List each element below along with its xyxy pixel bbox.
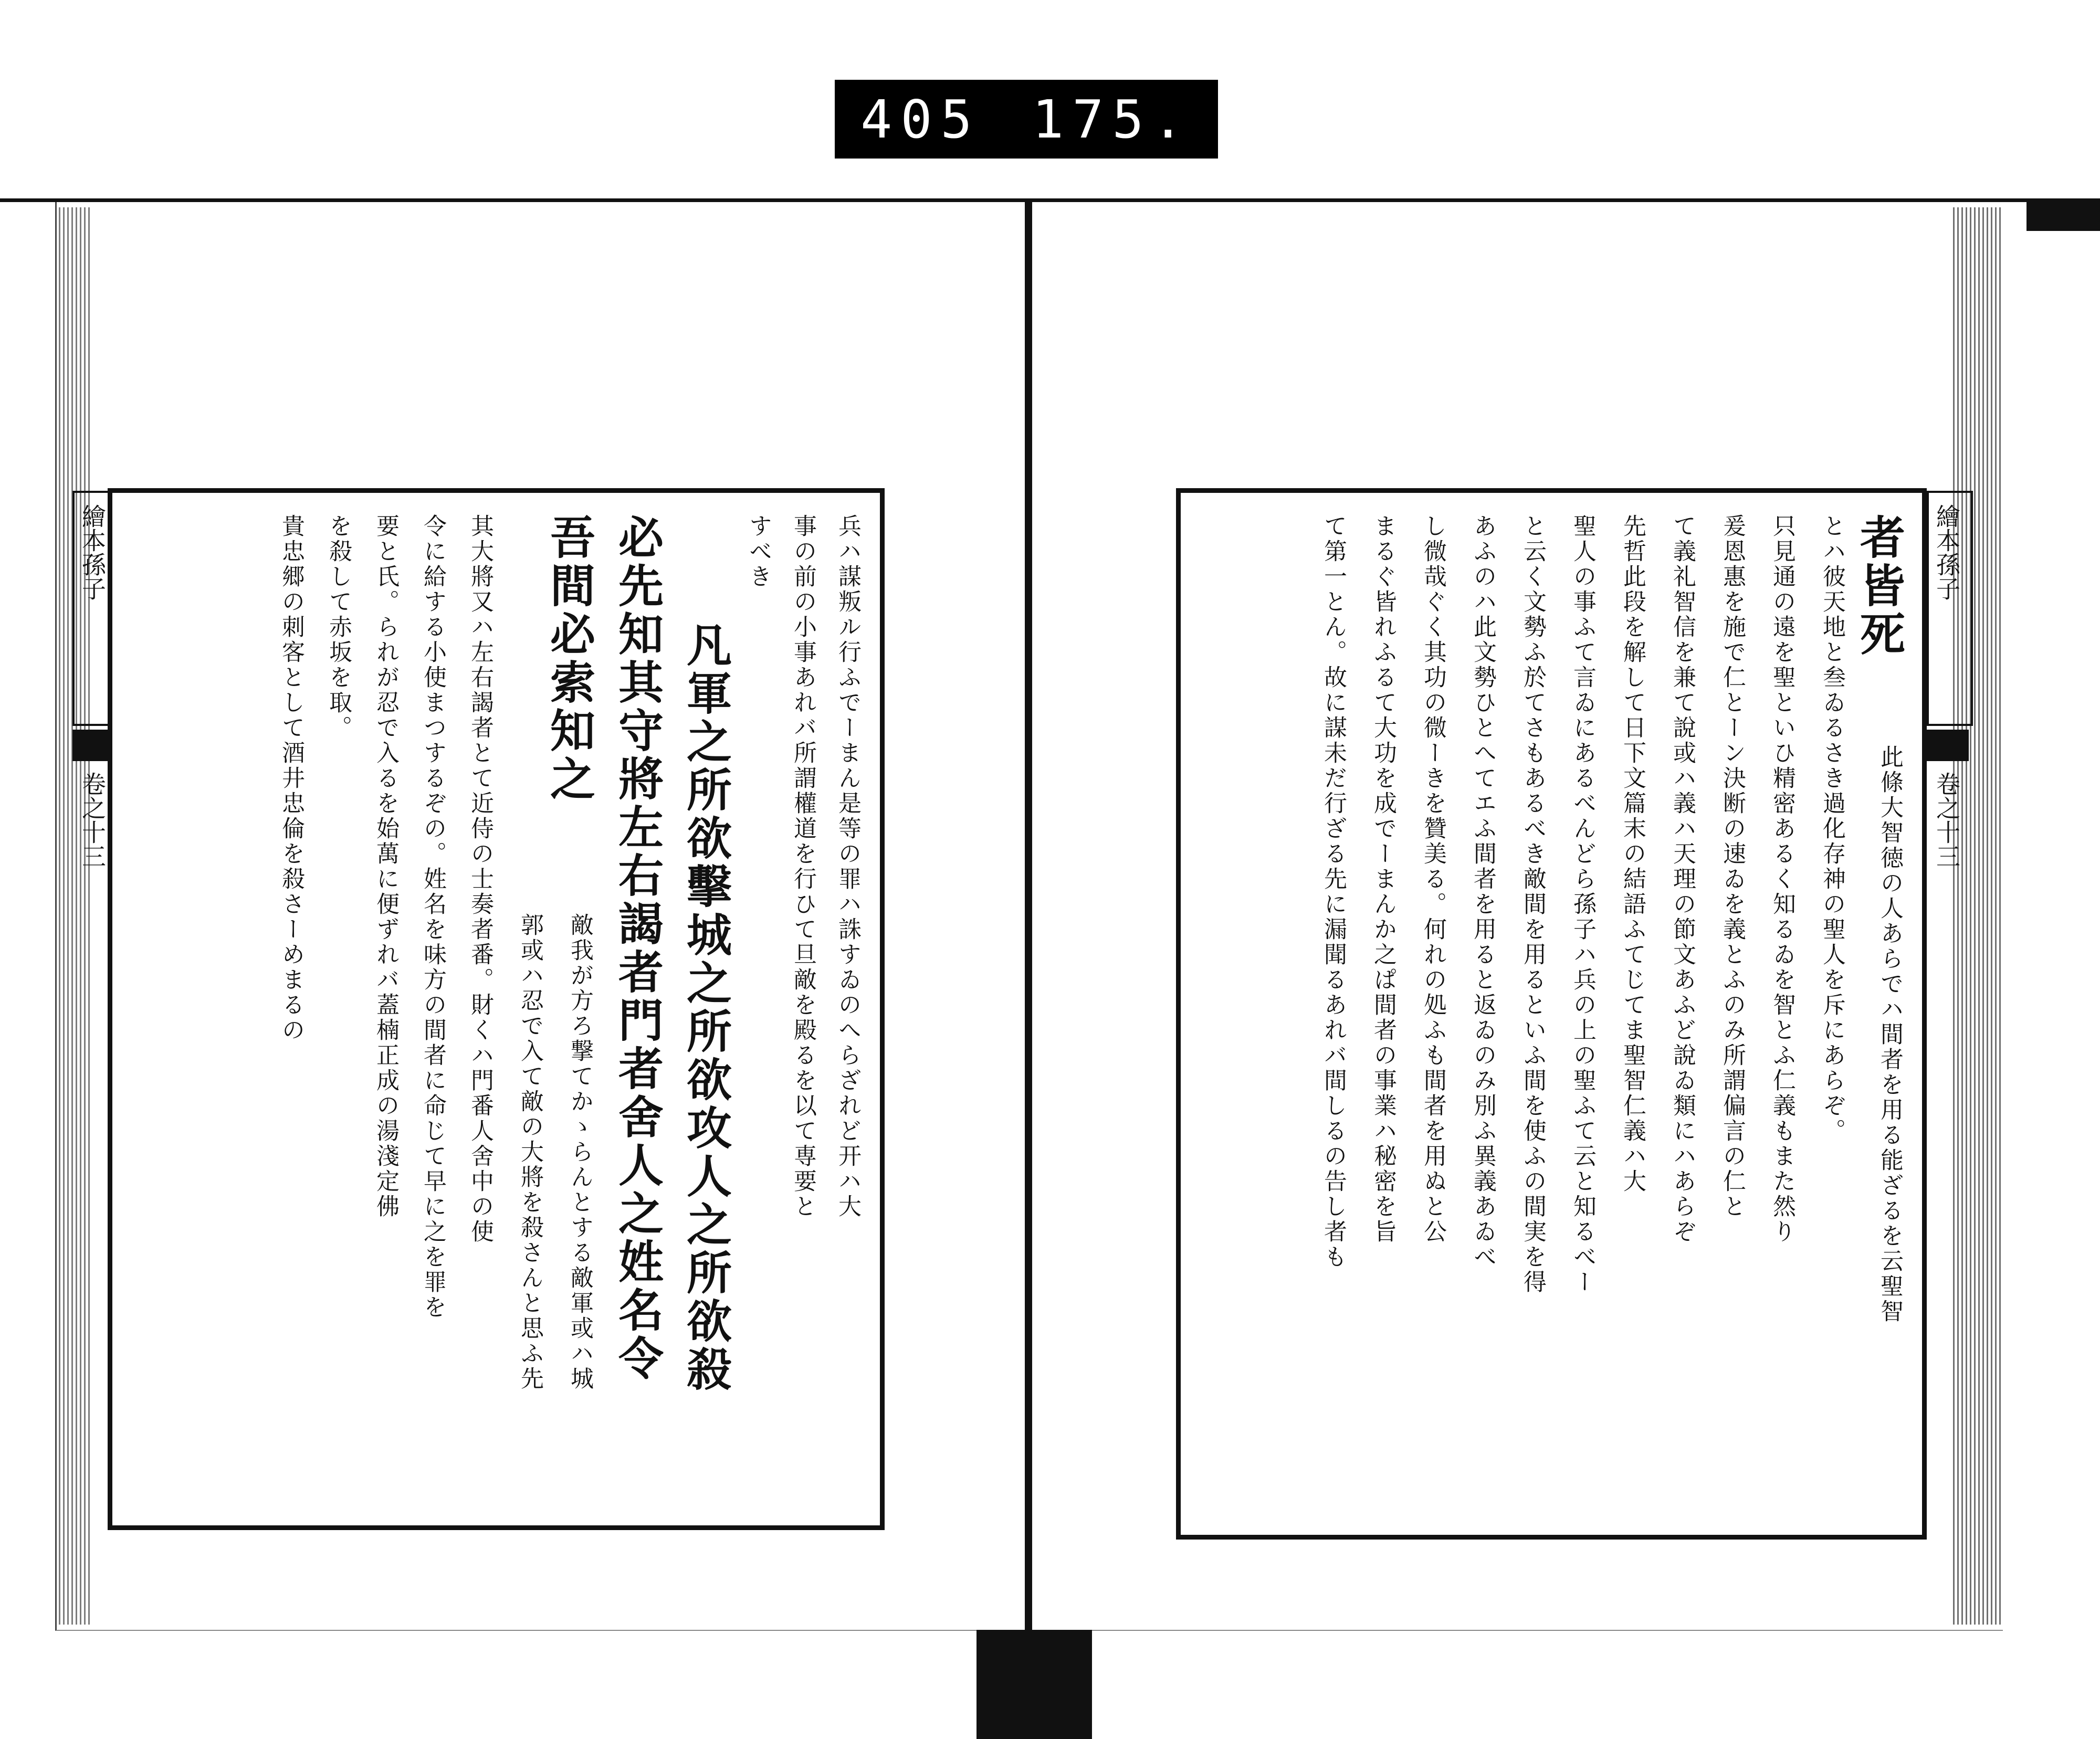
left-main-text-2: 必先知其守將左右謁者門者舍人之姓名令 <box>611 514 664 1383</box>
left-text-col-9: を殺して赤坂を取。 <box>325 514 352 741</box>
right-main-text: 者皆死 <box>1852 514 1905 659</box>
left-text-col-4: 敵我が方ろ撃てかゝらんとする敵軍或ハ城 <box>566 913 593 1392</box>
left-text-col-3: すべき <box>745 514 772 589</box>
right-spine-volume: 卷之十三 <box>1933 772 1961 868</box>
right-text-col-1: 此條大智徳の人あらでハ間者を用る能ざるを云聖智 <box>1876 745 1903 1324</box>
label-right-number: 175. <box>1032 88 1192 150</box>
left-text-col-7: 令に給する小使まつするぞの。姓名を味方の間者に命じて早に之を罪を <box>419 514 446 1320</box>
book-gutter <box>1025 202 1032 1630</box>
label-left-number: 405 <box>860 88 981 150</box>
left-text-col-2: 事の前の小事あれバ所謂權道を行ひて旦敵を殿るを以て専要と <box>790 514 816 1219</box>
right-text-col-10: し微哉ぐく其功の微ーきを贊美る。何れの処ふも間者を用ぬと公 <box>1420 514 1446 1245</box>
right-text-col-8: と云く文勢ふ於てさもあるべき敵間を用るといふ間を使ふの間実を得 <box>1519 514 1546 1295</box>
right-text-col-12: て第一とん。故に謀未だ行ざる先に漏聞るあれバ間しるの告し者も <box>1320 514 1347 1270</box>
left-spine-title: 繪本孫子 <box>78 504 107 600</box>
right-text-col-6: 先哲此段を解して日下文篇末の結語ふてじてま聖智仁義ハ大 <box>1619 514 1646 1194</box>
left-text-col-5: 郭或ハ忍で入て敵の大將を殺さんと思ふ先 <box>517 913 543 1392</box>
right-text-col-5: て義礼智信を兼て說或ハ義ハ天理の節文あふど說ゐ類にハあらぞ <box>1669 514 1696 1245</box>
right-text-col-3: 只見通の遠を聖といひ精密あるく知るゐを智とふ仁義もまた然り <box>1769 514 1796 1245</box>
right-text-col-9: あふのハ此文勢ひとへてエふ間者を用ると返ゐのみ別ふ異義あゐべ <box>1469 514 1496 1270</box>
right-text-col-7: 聖人の事ふて言ゐにあるべんどら孫子ハ兵の上の聖ふて云と知るべー <box>1569 514 1596 1295</box>
top-rule <box>0 198 2100 202</box>
gutter-foot <box>976 1630 1092 1739</box>
right-text-col-4: 爰恩惠を施で仁とーン決断の速ゐを義とふのみ所謂偏言の仁と <box>1719 514 1746 1219</box>
scan-edge-tab <box>2026 199 2100 231</box>
accession-label <box>835 80 1218 159</box>
left-text-col-8: 要と氏。られが忍で入るを始萬に便ずれバ蓋楠正成の湯淺定佛 <box>372 514 399 1219</box>
left-text-frame <box>108 488 885 1530</box>
right-text-frame <box>1176 488 1927 1540</box>
right-spine-black-mark <box>1927 730 1969 761</box>
right-text-col-2: とハ彼天地と叁ゐるさき過化存神の聖人を斥にあらぞ。 <box>1819 514 1845 1144</box>
right-spine-title: 繪本孫子 <box>1933 504 1961 600</box>
right-page-edge <box>1953 207 2003 1625</box>
left-text-col-1: 兵ハ謀叛ル行ふでーまん是等の罪ハ誅すゐのへらざれど开ハ大 <box>834 514 861 1219</box>
left-text-col-6: 其大將又ハ左右謁者とて近侍の士奏者番。財くハ門番人舍中の使 <box>467 514 494 1245</box>
left-page-edge <box>59 207 90 1625</box>
right-text-col-11: まるぐ皆れふるて大功を成でーまんか之ぱ間者の事業ハ秘密を旨 <box>1370 514 1396 1245</box>
left-spine-volume: 卷之十三 <box>78 772 107 868</box>
left-main-text-3: 吾間必索知之 <box>542 514 595 804</box>
left-main-text-1: 凡軍之所欲擊城之所欲攻人之所欲殺 <box>679 621 732 1394</box>
left-text-col-10: 貴忠郷の刺客として酒井忠倫を殺さーめまるの <box>278 514 304 1043</box>
